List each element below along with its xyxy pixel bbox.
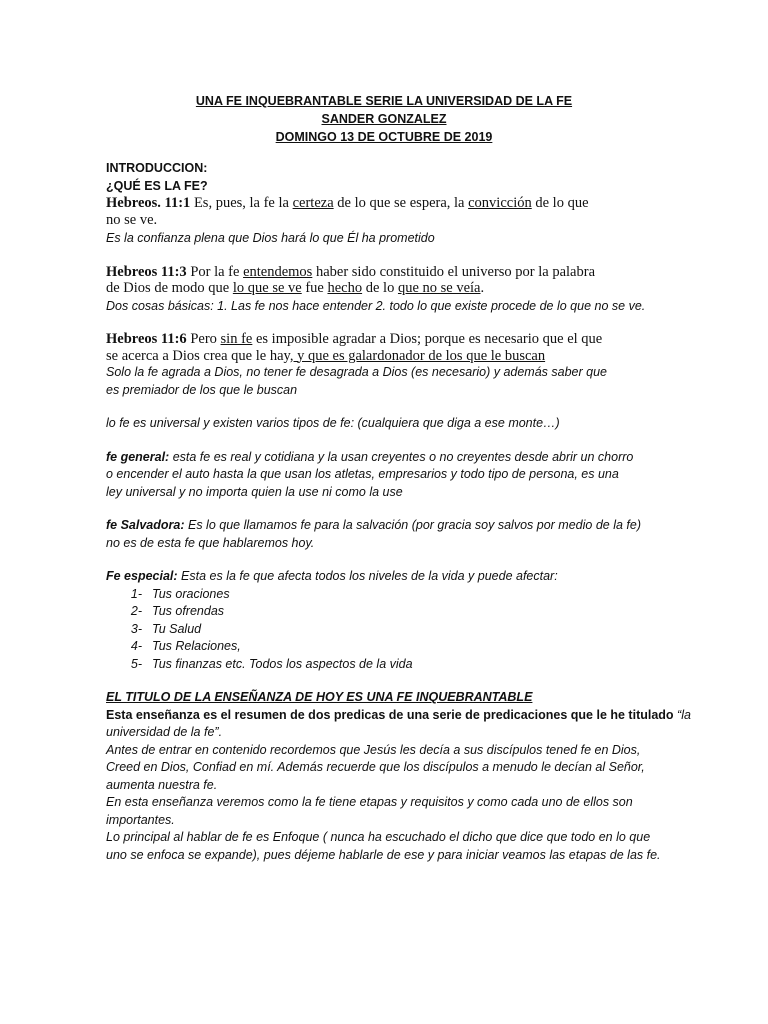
list-item xyxy=(106,603,666,621)
intro-question: ¿QUÉ ES LA FE? xyxy=(106,178,208,193)
verse-text: Es, pues, la fe la xyxy=(190,195,293,211)
document-header xyxy=(0,92,768,146)
paragraph-text: aumenta nuestra fe. xyxy=(106,777,218,792)
list-item xyxy=(106,586,666,604)
intro-heading: INTRODUCCION: xyxy=(106,161,208,175)
teaching-paragraph-1-cont xyxy=(106,724,666,742)
paragraph-text: o encender el auto hasta la que usan los atletas, empresarios y todo tipo de persona, es una xyxy=(106,467,619,481)
list-text: Tu Salud xyxy=(152,621,202,636)
verse-hebreos-11-3 xyxy=(106,264,666,281)
faith-areas-list xyxy=(106,586,666,674)
verse-text-continued: no se ve. xyxy=(106,211,158,228)
list-item xyxy=(106,621,666,639)
verse-underlined: sin fe xyxy=(220,331,253,347)
verse-note: Dos cosas básicas: 1. Las fe nos hace entender 2. todo lo que existe procede de lo que no se ve. xyxy=(106,298,646,313)
list-item xyxy=(106,638,666,656)
verse-underlined: lo que se ve xyxy=(232,280,302,296)
paragraph-text: esta fe es real y cotidiana y la usan creyentes o no creyentes desde abrir un chorro xyxy=(169,449,634,464)
verse-underlined: certeza xyxy=(292,195,334,211)
verse-text: es imposible agradar a Dios; porque es necesario que el que xyxy=(252,331,603,347)
verse-text-continued xyxy=(106,280,666,297)
verse-text: Por la fe xyxy=(186,263,244,280)
paragraph-text: uno se enfoca se expande), pues déjeme hablarle de ese y para iniciar veamos las etapas de las fe. xyxy=(106,847,661,862)
fe-especial-paragraph xyxy=(106,568,666,586)
fe-especial-label: Fe especial: xyxy=(106,569,178,583)
teaching-paragraph-1 xyxy=(106,707,691,725)
verse-ref: Hebreos. 11:1 xyxy=(106,195,191,211)
verse-text: fue xyxy=(301,280,328,296)
list-number: 5- xyxy=(130,656,142,671)
paragraph-text: “la xyxy=(673,707,691,722)
verse-underlined: hecho xyxy=(327,280,363,296)
verse-text-continued xyxy=(106,348,666,365)
verse-hebreos-11-1 xyxy=(106,195,666,212)
verse-ref: Hebreos 11:6 xyxy=(106,331,187,347)
paragraph-text: ”. xyxy=(214,725,223,739)
list-item xyxy=(106,656,666,674)
verse-note: Solo la fe agrada a Dios, no tener fe desagrada a Dios (es necesario) y además saber que xyxy=(106,365,607,379)
fe-general-label: fe general: xyxy=(106,449,170,464)
paragraph-text: importantes. xyxy=(106,812,175,827)
teaching-heading: EL TITULO DE LA ENSEÑANZA DE HOY ES UNA FE INQUEBRANTABLE xyxy=(106,690,533,704)
verse-text: de lo que xyxy=(531,195,589,211)
verse-text: de lo xyxy=(362,280,398,296)
verse-underlined: entendemos xyxy=(243,263,313,280)
verse-text: Pero xyxy=(186,331,221,347)
document-body xyxy=(106,160,691,864)
verse-underlined: , y que es galardonador de los que le buscan xyxy=(289,347,546,364)
paragraph-text: universidad de la fe xyxy=(106,725,215,739)
verse-ref: Hebreos 11:3 xyxy=(106,263,187,280)
list-text: Tus finanzas etc. Todos los aspectos de la vida xyxy=(152,656,413,671)
paragraph-text: Creed en Dios, Confiad en mí. Además recuerde que los discípulos a menudo le decían al Señor, xyxy=(106,760,645,774)
list-text: Tus Relaciones, xyxy=(152,639,241,653)
fe-salvadora-label: fe Salvadora: xyxy=(106,518,185,532)
paragraph-text: Esta enseñanza es el resumen de dos predicas de una serie de predicaciones que le he titulado xyxy=(106,707,674,722)
paragraph-text: Es lo que llamamos fe para la salvación (por gracia soy salvos por medio de la fe) xyxy=(184,518,641,532)
document-date: DOMINGO 13 DE OCTUBRE DE 2019 xyxy=(275,130,493,144)
verse-text: haber sido constituido el universo por la palabra xyxy=(312,263,596,280)
list-number: 2- xyxy=(130,604,142,618)
fe-salvadora-paragraph xyxy=(106,517,666,535)
verse-text: de lo que se espera, la xyxy=(333,195,469,211)
verse-underlined: convicción xyxy=(468,195,532,211)
document-title: UNA FE INQUEBRANTABLE SERIE LA UNIVERSIDAD DE LA FE xyxy=(195,94,573,108)
verse-note: es premiador de los que le buscan xyxy=(106,382,298,397)
paragraph-text: ley universal y no importa quien la use ni como la use xyxy=(106,484,403,499)
verse-text: de Dios de modo que xyxy=(106,280,233,296)
list-number: 3- xyxy=(130,621,142,636)
paragraph-text: Esta es la fe que afecta todos los niveles de la vida y puede afectar: xyxy=(177,569,558,583)
universal-faith-text: lo fe es universal y existen varios tipos de fe: (cualquiera que diga a ese monte…) xyxy=(106,416,560,430)
paragraph-text: Antes de entrar en contenido recordemos que Jesús les decía a sus discípulos tened fe en Dios, xyxy=(106,742,641,757)
author-name: SANDER GONZALEZ xyxy=(321,112,447,126)
verse-text: se acerca a Dios crea que le hay xyxy=(106,347,290,364)
verse-underlined: que no se veía xyxy=(397,280,481,296)
verse-text: . xyxy=(480,280,485,296)
list-number: 1- xyxy=(130,586,142,601)
list-text: Tus oraciones xyxy=(152,586,230,601)
fe-general-paragraph xyxy=(106,449,666,467)
verse-note: Es la confianza plena que Dios hará lo que Él ha prometido xyxy=(106,231,435,245)
list-text: Tus ofrendas xyxy=(152,604,225,618)
paragraph-text: no es de esta fe que hablaremos hoy. xyxy=(106,535,315,550)
paragraph-text: Lo principal al hablar de fe es Enfoque ( nunca ha escuchado el dicho que dice que todo en lo que xyxy=(106,830,651,844)
paragraph-text: En esta enseñanza veremos como la fe tiene etapas y requisitos y como cada uno de ellos son xyxy=(106,795,633,809)
list-number: 4- xyxy=(130,639,142,653)
verse-hebreos-11-6 xyxy=(106,331,666,348)
